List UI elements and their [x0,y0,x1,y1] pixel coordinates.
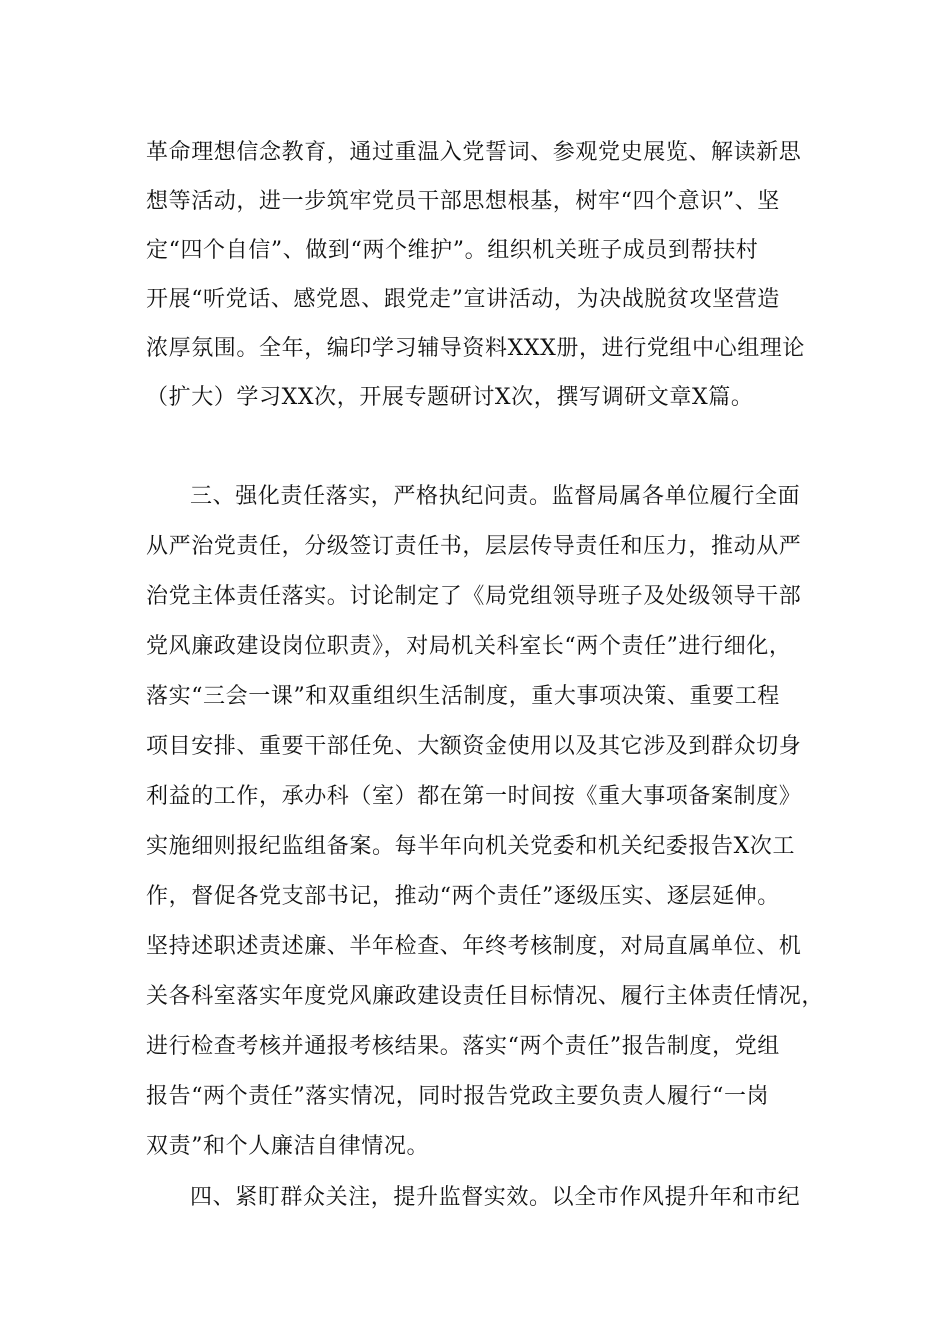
text-line: 项目安排、重要干部任免、大额资金使用以及其它涉及到群众切身 [146,734,802,759]
text-line: （扩大）学习XX次，开展专题研讨X次，撰写调研文章X篇。 [146,385,754,410]
text-line: 报告“两个责任”落实情况，同时报告党政主要负责人履行“一岗 [146,1084,770,1109]
text-line: 双责”和个人廉洁自律情况。 [146,1134,430,1159]
text-line: 利益的工作，承办科（室）都在第一时间按《重大事项备案制度》 [146,784,802,809]
section-heading-line: 三、强化责任落实，严格执纪问责。监督局属各单位履行全面 [190,484,801,509]
text-line: 定“四个自信”、做到“两个维护”。组织机关班子成员到帮扶村 [146,238,759,263]
text-line: 革命理想信念教育，通过重温入党誓词、参观党史展览、解读新思 [146,140,802,165]
text-line: 开展“听党话、感党恩、跟党走”宣讲活动，为决战脱贫攻坚营造 [146,287,780,312]
text-line: 坚持述职述责述廉、半年检查、年终考核制度，对局直属单位、机 [146,934,802,959]
text-line: 浓厚氛围。全年，编印学习辅导资料XXX册，进行党组中心组理论 [146,336,805,361]
text-line: 实施细则报纪监组备案。每半年向机关党委和机关纪委报告X次工 [146,834,796,859]
text-line: 关各科室落实年度党风廉政建设责任目标情况、履行主体责任情况， [146,984,825,1009]
text-line: 想等活动，进一步筑牢党员干部思想根基，树牢“四个意识”、坚 [146,189,780,214]
section-heading-line: 四、紧盯群众关注，提升监督实效。以全市作风提升年和市纪 [190,1185,801,1210]
text-line: 从严治党责任，分级签订责任书，层层传导责任和压力，推动从严 [146,534,802,559]
text-line: 作，督促各党支部书记，推动“两个责任”逐级压实、逐层延伸。 [146,884,780,909]
text-line: 治党主体责任落实。讨论制定了《局党组领导班子及处级领导干部 [146,584,802,609]
text-line: 落实“三会一课”和双重组织生活制度，重大事项决策、重要工程 [146,684,780,709]
text-line: 进行检查考核并通报考核结果。落实“两个责任”报告制度，党组 [146,1034,780,1059]
text-line: 党风廉政建设岗位职责》，对局机关科室长“两个责任”进行细化， [146,634,792,659]
